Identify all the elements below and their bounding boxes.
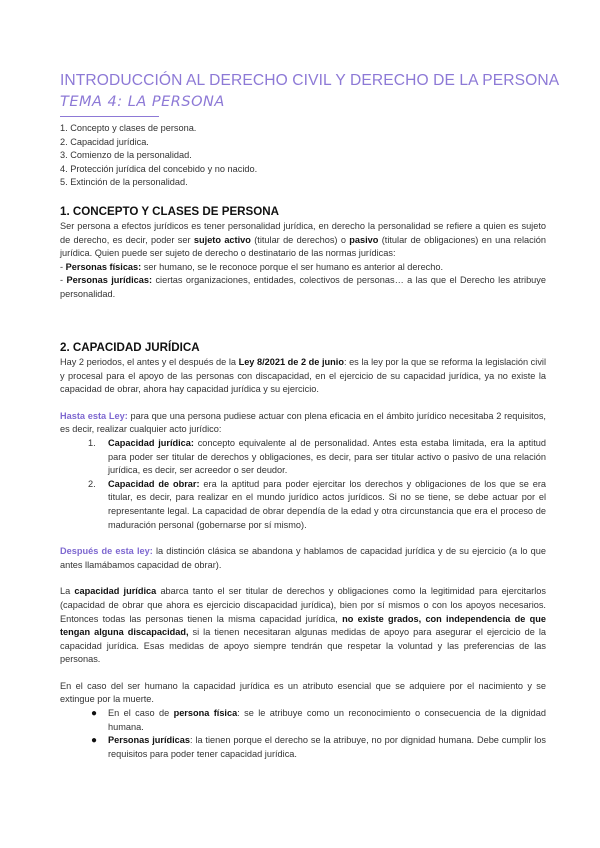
section-heading: 2. CAPACIDAD JURÍDICA xyxy=(60,341,200,354)
bullet-icon: ● xyxy=(91,708,98,720)
toc-item: 2. Capacidad jurídica. xyxy=(60,136,149,147)
list-item: 1. Capacidad jurídica: concepto equivalente al de personalidad. Antes esta estaba limitada, era la aptitud para poder ser titular de derechos y obligaciones, es decir, para ser titular activo o pasivo de una relación jurídica, es decir, ser acreedor o ser deudor. xyxy=(88,437,546,476)
toc-item: 1. Concepto y clases de persona. xyxy=(60,123,197,133)
before-law-paragraph: Hasta esta Ley: para que una persona pudiese actuar con plena eficacia en el ámbito jurídico necesitaba 2 requisitos, es decir, realizar cualquier acto jurídico: xyxy=(60,410,546,435)
definition-personas-juridicas: - Personas jurídicas: ciertas organizaciones, entidades, colectivos de personas… a las que el Derecho les atribuye personalidad. xyxy=(60,275,546,299)
definition-personas-fisicas: - Personas físicas: ser humano, se le reconoce porque el ser humano es anterior al derecho. xyxy=(60,261,444,272)
subtitle-underline xyxy=(60,116,159,117)
toc-item: 5. Extinción de la personalidad. xyxy=(60,177,188,188)
section-paragraph: En el caso del ser humano la capacidad jurídica es un atributo esencial que se adquiere por el nacimiento y se extingue por la muerte. xyxy=(60,680,546,705)
bullet-icon: ● xyxy=(91,735,98,747)
list-item: 2. Capacidad de obrar: era la aptitud para poder ejercitar los derechos y obligaciones de los que se era titular, es decir, para realizar en el mundo jurídico actos jurídicos. Si no se tiene, se debe actuar por el representante legal. La capacidad de obrar dependía de la edad y otra circunstancia que era el proceso de maduración personal (gobernarse por sí mismo). xyxy=(88,478,546,530)
section-concepto xyxy=(60,205,546,302)
section-paragraph: Hay 2 periodos, el antes y el después de la Ley 8/2021 de 2 de junio: es la ley por la que se reforma la legislación civil y procesal para el apoyo de las personas con discapacidad, en el ejercicio de su capacidad jurídica, ya no existe la capacidad de obrar, ahora hay capacidad jurídica y su ejercicio. xyxy=(60,357,546,395)
toc-item: 4. Protección jurídica del concebido y no nacido. xyxy=(60,163,258,174)
section-heading: 1. CONCEPTO Y CLASES DE PERSONA xyxy=(60,205,280,218)
toc-item: 3. Comienzo de la personalidad. xyxy=(60,150,192,161)
list-item: ● Personas jurídicas: la tienen porque el derecho se la atribuye, no por dignidad humana. Debe cumplir los requisitos para poder tener capacidad jurídica. xyxy=(91,735,546,759)
topic-subtitle: TEMA 4: LA PERSONA xyxy=(60,94,225,110)
section-paragraph: Ser persona a efectos jurídicos es tener personalidad jurídica, en derecho la personalidad se refiere a quien es sujeto de derecho, es decir, poder ser sujeto activo (titular de derechos) o pasivo (titular de obligaciones) en una relación jurídica. Quien puede ser sujeto de derecho o destinatario de las normas jurídicas: xyxy=(60,221,546,259)
requirements-list xyxy=(60,437,546,532)
section-paragraph: La capacidad jurídica abarca tanto el ser titular de derechos y obligaciones como la legitimidad para ejercitarlos (capacidad de obrar que ahora es ejercicio discapacidad jurídica), bien por sí mismos o con los apoyos necesarios. Entonces todas las personas tienen la misma capacidad jurídica, no existe grados, con independencia de que tengan alguna discapacidad, si la tienen necesitaran algunas medidas de apoyo para asegurar el ejercicio de la capacidad jurídica. Esas medidas de apoyo siempre tendrán que respetar la voluntad y las preferencias de las personas. xyxy=(60,586,546,665)
document-title: INTRODUCCIÓN AL DERECHO CIVIL Y DERECHO DE LA PERSONA xyxy=(60,72,560,89)
list-item: ● En el caso de persona física: se le atribuye como un reconocimiento o consecuencia de la dignidad humana. xyxy=(91,708,546,732)
section-capacidad xyxy=(60,341,546,761)
after-law-paragraph: Después de esta ley: la distinción clásica se abandona y hablamos de capacidad jurídica y de su ejercicio (a lo que antes llamábamos capacidad de obrar). xyxy=(60,546,547,570)
table-of-contents xyxy=(60,122,257,190)
bullet-list xyxy=(60,707,546,761)
